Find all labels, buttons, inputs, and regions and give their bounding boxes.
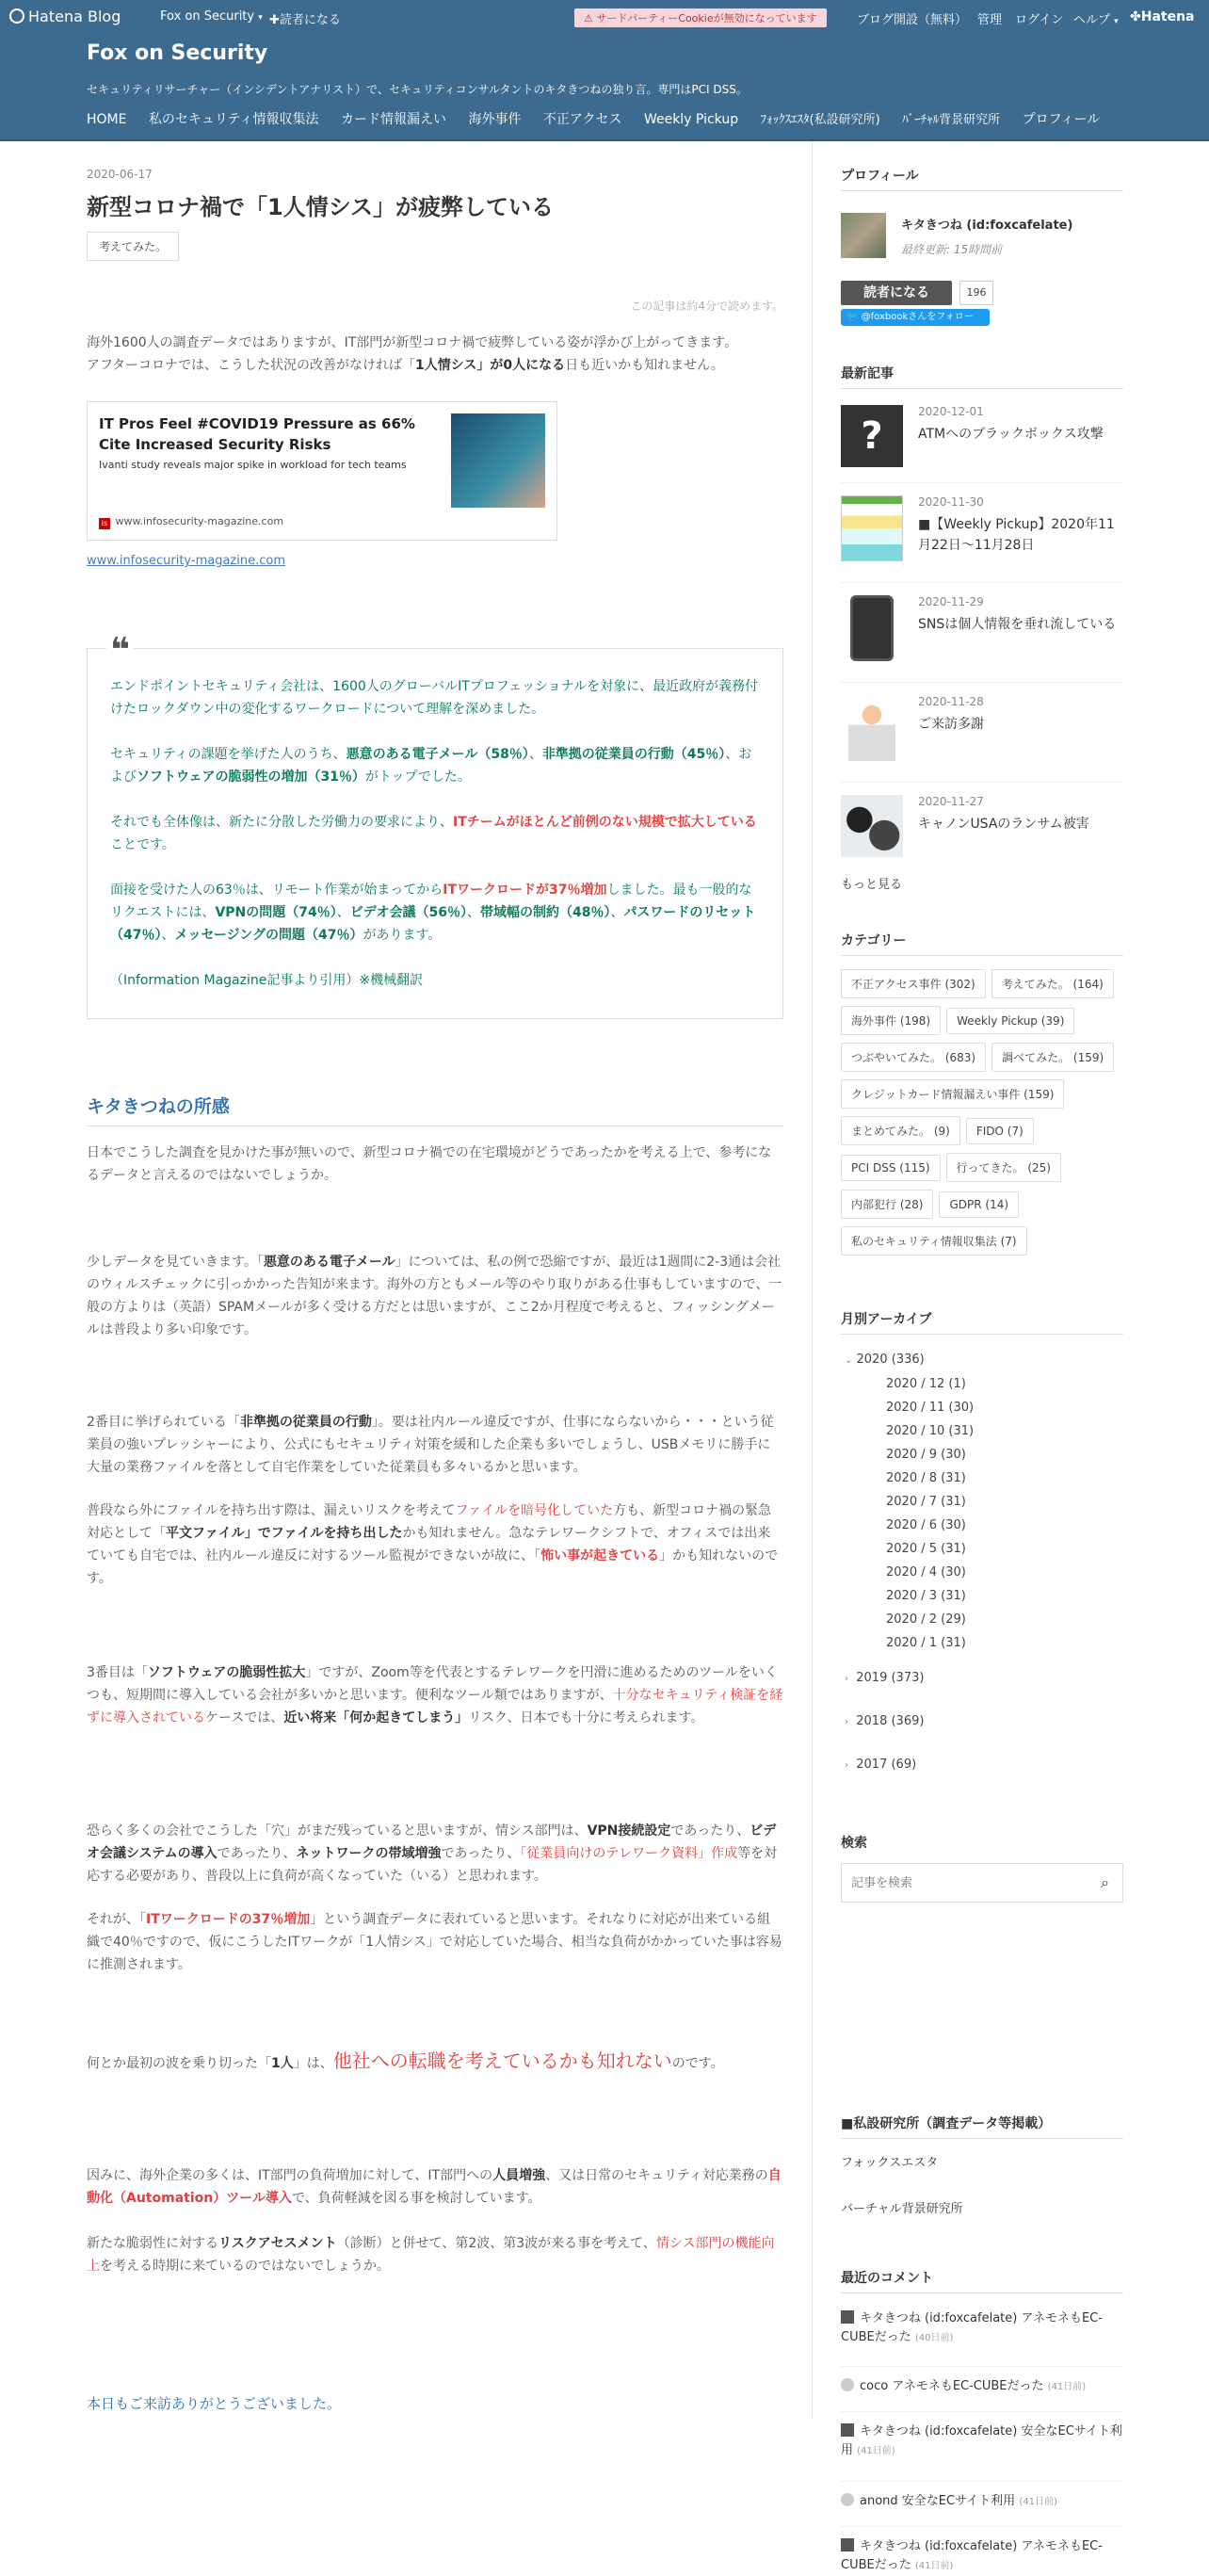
archive-months xyxy=(841,1372,1123,1655)
blog-title[interactable]: Fox on Security xyxy=(87,41,268,65)
chevron-right-icon: › xyxy=(845,1760,848,1771)
search-section xyxy=(841,1833,1123,1891)
comments-section xyxy=(841,2268,1123,2572)
category-tag[interactable]: 不正アクセス事件 (302) xyxy=(841,969,986,998)
comment-item[interactable]: キタきつね (id:foxcafelate) アネモネもEC-CUBEだった (40日前) xyxy=(841,2311,1103,2344)
archive-month[interactable]: 2020 / 6 (30) xyxy=(886,1518,966,1532)
archive-month[interactable]: 2020 / 7 (31) xyxy=(886,1495,966,1509)
favicon-icon: is xyxy=(99,518,110,529)
thumbnail: ? xyxy=(841,405,903,467)
search-heading: 検索 xyxy=(841,1836,867,1851)
archive-month[interactable]: 2020 / 2 (29) xyxy=(886,1612,966,1627)
archive-month[interactable]: 2020 / 3 (31) xyxy=(886,1589,966,1603)
subscribe-button[interactable]: 読者になる xyxy=(841,281,952,305)
archive-section xyxy=(841,1309,1123,1777)
paragraph: 何とか最初の波を乗り切った「1人」は、他社への転職を考えているかも知れないのです。 xyxy=(87,2049,724,2072)
archive-month[interactable]: 2020 / 4 (30) xyxy=(886,1565,966,1580)
link-card-site: is www.infosecurity-magazine.com xyxy=(99,515,283,529)
category-tag[interactable]: クレジットカード情報漏えい事件 (159) xyxy=(841,1079,1064,1109)
quote-citation: （Information Magazine記事より引用）※機械翻訳 xyxy=(110,973,424,988)
section-heading: キタきつねの所感 xyxy=(87,1093,783,1126)
profile-name[interactable]: キタきつね (id:foxcafelate) xyxy=(901,219,1073,233)
chevron-right-icon: › xyxy=(845,1674,848,1684)
category-tag[interactable]: GDPR (14) xyxy=(939,1191,1019,1218)
lab-link-virtual-bg[interactable]: バーチャル背景研究所 xyxy=(841,2202,963,2216)
article-date[interactable]: 2020-06-17 xyxy=(87,168,153,181)
nav-virtual-bg[interactable]: ﾊﾞｰﾁｬﾙ背景研究所 xyxy=(902,113,1001,127)
paragraph: 少しデータを見ていきます。「悪意のある電子メール」については、私の例で恐縮ですが、最近は1週間に2-3通は会社のウィルスチェックに引っかかった告知が来ます。海外の方ともメール等のやり取りがある仕事もしていますので、一般の方よりは（英語）SPAMメールが多く受ける方だとは思いますが、ここ2か月程度で考えると、フィッシングメールは普段より多い印象です。 xyxy=(87,1255,782,1337)
paragraph: 3番目は「ソフトウェアの脆弱性拡大」ですが、Zoom等を代表とするテレワークを円滑に進めるためのツールをいくつも、短期間に導入している会社が多いかと思います。便利なツール類ではありますが、十分なセキュリティ検証を経ずに導入されているケースでは、近い将来「何か起きてしまう」リスク、日本でも十分に考えられます。 xyxy=(87,1665,783,1725)
search-input[interactable] xyxy=(851,1871,1077,1894)
user-icon xyxy=(841,2493,854,2506)
link-card-thumbnail xyxy=(451,413,545,508)
divider xyxy=(841,482,1123,483)
category-tag[interactable]: 調べてみた。 (159) xyxy=(991,1043,1114,1072)
category-tag[interactable]: 考えてみた。 xyxy=(87,232,179,261)
chevron-right-icon: › xyxy=(845,1717,848,1727)
comment-item[interactable]: キタきつね (id:foxcafelate) アネモネもEC-CUBEだった (41日前) xyxy=(841,2539,1103,2572)
nav-card-leak[interactable]: カード情報漏えい xyxy=(341,112,446,127)
lab-section xyxy=(841,2114,1123,2216)
archive-month[interactable]: 2020 / 8 (31) xyxy=(886,1471,966,1485)
recent-articles xyxy=(841,364,1123,892)
divider xyxy=(841,582,1123,583)
more-link[interactable]: もっと見る xyxy=(841,878,903,892)
archive-heading: 月別アーカイブ xyxy=(841,1309,1123,1335)
divider xyxy=(841,2526,1123,2527)
article-title[interactable]: 新型コロナ禍で「1人情シス」が疲弊している xyxy=(87,194,554,220)
list-item[interactable]: 2020-11-28 ご来訪多謝 xyxy=(841,695,1123,780)
quote-icon: ❝ xyxy=(106,634,134,668)
nav-fox-esta[interactable]: ﾌｫｯｸｽｴｽﾀ(私設研究所) xyxy=(760,113,880,127)
nav-overseas[interactable]: 海外事件 xyxy=(468,112,522,127)
archive-month[interactable]: 2020 / 5 (31) xyxy=(886,1542,966,1556)
nav-info-gathering[interactable]: 私のセキュリティ情報収集法 xyxy=(148,112,319,127)
link-card[interactable] xyxy=(87,401,557,541)
hatena-blog-logo[interactable]: Hatena Blog xyxy=(9,8,121,25)
nav-weekly-pickup[interactable]: Weekly Pickup xyxy=(643,112,739,127)
avatar[interactable] xyxy=(841,213,886,258)
divider xyxy=(841,2411,1123,2412)
archive-year[interactable]: ⌄ 2020 (336) xyxy=(845,1353,925,1367)
user-icon xyxy=(841,2538,854,2552)
paragraph: 恐らく多くの会社でこうした「穴」がまだ残っていると思いますが、情シス部門は、VPN接続設定であったり、ビデオ会議システムの導入であったり、ネットワークの帯域増強であったり、「従業員向けのテレワーク資料」作成等を対応する必要があり、普段以上に負荷が高くなっていた（いる）と思われます。 xyxy=(87,1823,778,1884)
archive-month[interactable]: 2020 / 1 (31) xyxy=(886,1636,966,1650)
nav-unauthorized-access[interactable]: 不正アクセス xyxy=(542,112,622,127)
nav-profile[interactable]: プロフィール xyxy=(1022,112,1101,127)
help-menu[interactable]: ヘルプ ▾ xyxy=(1073,13,1119,27)
divider xyxy=(841,2481,1123,2482)
profile-section xyxy=(841,166,1123,322)
category-tag[interactable]: つぶやいてみた。 (683) xyxy=(841,1043,986,1072)
chevron-down-icon: ▾ xyxy=(1114,17,1119,26)
lab-link-fox-esta[interactable]: フォックスエスタ xyxy=(841,2156,939,2170)
blog-description: セキュリティリサーチャー（インシデントアナリスト）で、セキュリティコンサルタントのキタきつねの独り言。専門はPCI DSS。 xyxy=(87,83,748,96)
archive-month[interactable]: 2020 / 10 (31) xyxy=(886,1424,975,1438)
archive-year[interactable]: › 2019 (373) xyxy=(845,1671,925,1685)
cookie-notice: ⚠ サードパーティーCookieが無効になっています xyxy=(574,8,827,27)
link-card-subtitle: Ivanti study reveals major spike in workload for tech teams xyxy=(99,459,407,471)
login-link[interactable]: ログイン xyxy=(1015,13,1064,27)
profile-updated: 最終更新: 15時間前 xyxy=(901,243,1003,256)
global-header xyxy=(0,0,1209,34)
category-tag[interactable]: 内部犯行 (28) xyxy=(841,1190,933,1219)
comment-item[interactable]: coco アネモネもEC-CUBEだった (41日前) xyxy=(841,2377,1123,2397)
category-tag[interactable]: 海外事件 (198) xyxy=(841,1006,941,1035)
archive-year[interactable]: › 2018 (369) xyxy=(845,1714,925,1728)
thumbnail xyxy=(841,795,903,857)
blockquote: ❝ エンドポイントセキュリティ会社は、1600人のグローバルITプロフェッショナルを対象に、最近政府が義務付けたロックダウン中の変化するワークロードについて理解を深めました。 セキュリティの課題を挙げた人のうち、悪意のある電子メール（58％）、非準拠の従業員の行動（45％）、およびソフトウェアの脆弱性の増加（31％）がトップでした。 それでも全体像は、新たに分散した労働力の要求により、ITチームがほとんど前例のない規模で拡大していることです。 面接を受けた人の63％は、リモート作業が始まってからITワークロードが37％増加しました。最も一般的なリクエストには、VPNの問題（74％）、ビデオ会議（56％）、帯域幅の制約（48％）、パスワードのリセット（47％）、メッセージングの問題（47％）があります。 （Information Magazine記事より引用）※機械翻訳 xyxy=(87,648,783,1019)
categories-section xyxy=(841,931,1123,1263)
thumbnail xyxy=(841,495,903,561)
divider xyxy=(841,682,1123,683)
archive-year[interactable]: › 2017 (69) xyxy=(845,1758,917,1772)
subscriber-count: 196 xyxy=(959,281,993,305)
column-divider xyxy=(812,141,813,2419)
category-tag[interactable]: FIDO (7) xyxy=(966,1118,1034,1144)
archive-month[interactable]: 2020 / 11 (30) xyxy=(886,1401,975,1415)
comment-item[interactable]: anond 安全なECサイト利用 (41日前) xyxy=(841,2492,1123,2512)
paragraph: それが、「ITワークロードの37％増加」という調査データに表れていると思います。それなりに対応が出来ている組織で40％ですので、仮にこうしたITワークが「1人情シス」で対応していた場合、相当な負荷がかかっていた事は容易に推測されます。 xyxy=(87,1912,782,1972)
nav-home[interactable]: HOME xyxy=(87,112,127,127)
comments-heading: 最近のコメント xyxy=(841,2268,1123,2293)
manage-link[interactable]: 管理 xyxy=(977,13,1003,27)
paragraph: 普段なら外にファイルを持ち出す際は、漏えいリスクを考えてファイルを暗号化していた方も、新型コロナ禍の緊急対応として「平文ファイル」でファイルを持ち出したかも知れません。急なテレワークシフトで、オフィスでは出来ていても自宅では、社内ルール違反に対するツール監視ができないが故に、「怖い事が起きている」かも知れないのです。 xyxy=(87,1503,779,1586)
blog-menu[interactable]: Fox on Security ▾ xyxy=(160,9,263,24)
recent-heading: 最新記事 xyxy=(841,364,1123,389)
category-tag[interactable]: 私のセキュリティ情報収集法 (7) xyxy=(841,1226,1027,1256)
lab-heading: ■私設研究所（調査データ等掲載） xyxy=(841,2114,1123,2139)
divider xyxy=(841,2366,1123,2367)
twitter-follow-button[interactable]: 🐦 @foxbookさんをフォロー xyxy=(841,309,990,326)
paragraph: 日本でこうした調査を見かけた事が無いので、新型コロナ禍での在宅環境がどうであったかを考える上で、参考になるデータと言えるのではないでしょうか。 xyxy=(87,1145,772,1183)
list-item[interactable]: 2020-11-30 ■【Weekly Pickup】2020年11月22日～11月28日 xyxy=(841,495,1123,580)
search-icon[interactable]: ⌕ xyxy=(1101,1873,1109,1891)
chevron-down-icon: ⌄ xyxy=(845,1355,853,1366)
hatena-logo[interactable]: ✤Hatena xyxy=(1130,9,1195,24)
archive-month[interactable]: 2020 / 9 (30) xyxy=(886,1448,966,1462)
category-tag[interactable]: 行ってきた。 (25) xyxy=(946,1153,1061,1182)
category-tag[interactable]: Weekly Pickup (39) xyxy=(946,1008,1074,1034)
user-icon xyxy=(841,2423,854,2437)
search-box xyxy=(841,1863,1123,1903)
read-time: この記事は約4分で読めます。 xyxy=(630,300,783,313)
twitter-icon: 🐦 xyxy=(846,312,859,322)
category-tag[interactable]: PCI DSS (115) xyxy=(841,1155,941,1181)
list-item[interactable]: 2020-11-27 キャノンUSAのランサム被害 xyxy=(841,795,1123,880)
divider xyxy=(841,782,1123,783)
global-nav xyxy=(87,109,1118,128)
user-icon xyxy=(841,2378,854,2391)
blog-header xyxy=(0,34,1209,141)
open-blog-link[interactable]: ブログ開設（無料） xyxy=(857,13,968,27)
comment-item[interactable]: キタきつね (id:foxcafelate) 安全なECサイト利用 (41日前) xyxy=(841,2424,1122,2457)
subscribe-link[interactable]: ✚読者になる xyxy=(269,13,341,27)
paragraph: 2番目に挙げられている「非準拠の従業員の行動」。要は社内ルール違反ですが、仕事にならないから・・・という従業員の強いプレッシャーにより、公式にもセキュリティ対策を緩和した企業も多いでしょうし、USBメモリに勝手に大量の業務ファイルを落として自宅作業をしていた従業員も多々いるかと思います。 xyxy=(87,1415,774,1475)
closing-text: 本日もご来訪ありがとうございました。 xyxy=(87,2395,342,2412)
profile-heading: プロフィール xyxy=(841,166,1123,191)
list-item[interactable]: 2020-11-29 SNSは個人情報を垂れ流している xyxy=(841,595,1123,680)
hatena-logo-icon: ✤ xyxy=(1130,9,1141,24)
chevron-down-icon: ▾ xyxy=(258,13,263,23)
source-link[interactable]: www.infosecurity-magazine.com xyxy=(87,554,286,568)
warning-icon: ⚠ xyxy=(584,12,593,24)
hatena-blog-logo-icon xyxy=(9,8,24,24)
category-tag[interactable]: 考えてみた。 (164) xyxy=(991,969,1114,998)
category-heading: カテゴリー xyxy=(841,931,1123,956)
intro: 海外1600人の調査データではありますが、IT部門が新型コロナ禍で疲弊している姿が浮かび上がってきます。 アフターコロナでは、こうした状況の改善がなければ「1人情シス」が0人になる日も近いかも知れません。 xyxy=(87,335,738,373)
paragraph: 新たな脆弱性に対するリスクアセスメント（診断）と併せて、第2波、第3波が来る事を考えて、情シス部門の機能向上を考える時期に来ているのではないでしょうか。 xyxy=(87,2236,775,2274)
thumbnail xyxy=(850,595,894,661)
archive-month[interactable]: 2020 / 12 (1) xyxy=(886,1377,966,1391)
list-item[interactable]: ? 2020-12-01 ATMへのブラックボックス攻撃 xyxy=(841,405,1123,490)
thumbnail xyxy=(848,695,895,761)
paragraph: 因みに、海外企業の多くは、IT部門の負荷増加に対して、IT部門への人員増強、又は日常のセキュリティ対応業務の自動化（Automation）ツール導入で、負荷軽減を図る事を検討しています。 xyxy=(87,2168,782,2206)
category-tag[interactable]: まとめてみた。 (9) xyxy=(841,1116,960,1145)
category-list xyxy=(841,969,1123,1263)
link-card-title[interactable]: IT Pros Feel #COVID19 Pressure as 66% Cite Increased Security Risks xyxy=(99,415,415,453)
user-icon xyxy=(841,2310,854,2324)
